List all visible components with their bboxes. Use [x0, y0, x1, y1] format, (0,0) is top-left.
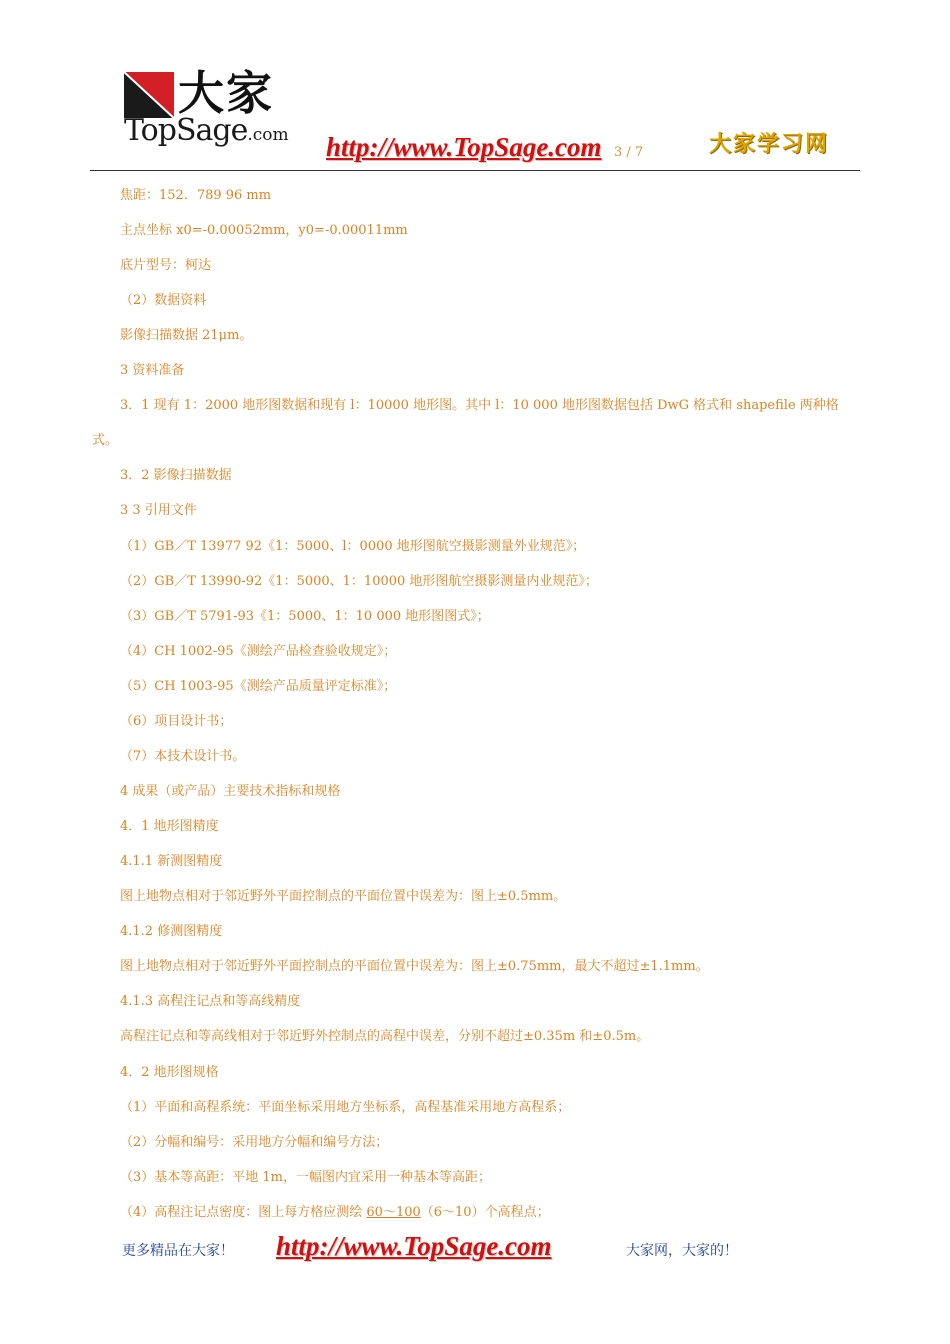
text-line: 底片型号：柯达 — [120, 258, 212, 273]
header-url-link[interactable]: http://www.TopSage.com — [326, 132, 602, 162]
logo-chinese-text: 大家 — [178, 66, 274, 120]
site-name: 大家学习网 — [709, 132, 830, 157]
list-item: （4）高程注记点密度：图上每方格应测绘 60～100（6～10）个高程点； — [120, 1205, 550, 1220]
section-heading: 4.1.3 高程注记点和等高线精度 — [120, 994, 301, 1009]
text-line: 图上地物点相对于邻近野外平面控制点的平面位置中误差为：图上±0.75mm，最大不超过±1.1mm。 — [120, 959, 709, 974]
text-line: 高程注记点和等高线相对于邻近野外控制点的高程中误差，分别不超过±0.35m 和±0.5m。 — [120, 1029, 650, 1044]
logo-english-text: TopSage.com — [124, 113, 289, 148]
text-line: 图上地物点相对于邻近野外平面控制点的平面位置中误差为：图上±0.5mm。 — [120, 889, 567, 904]
list-item: （4）CH 1002-95《测绘产品检查验收规定》； — [120, 644, 397, 659]
text-line: 影像扫描数据 21μm。 — [120, 328, 253, 343]
section-heading: 3．2 影像扫描数据 — [120, 468, 232, 483]
section-heading: 4 成果（或产品）主要技术指标和规格 — [120, 784, 341, 799]
list-item: （6）项目设计书； — [120, 714, 233, 729]
text-line: 焦距：152．789 96 mm — [120, 188, 272, 203]
text-line: 主点坐标 x0=-0.00052mm，y0=-0.00011mm — [120, 223, 408, 238]
text-line: 式。 — [92, 433, 119, 448]
list-item: （2）GB／T 13990-92《1：5000、1：10000 地形图航空摄影测量内业规范》； — [120, 574, 598, 589]
list-item: （2）分幅和编号：采用地方分幅和编号方法； — [120, 1135, 389, 1150]
section-heading: 3 3 引用文件 — [120, 503, 197, 518]
section-heading: 4.1.2 修测图精度 — [120, 924, 223, 939]
list-item: （7）本技术设计书。 — [120, 749, 246, 764]
list-item: （5）CH 1003-95《测绘产品质量评定标准》； — [120, 679, 397, 694]
section-heading: 4．1 地形图精度 — [120, 819, 219, 834]
list-item: （3）基本等高距：平地 1m，一幅图内宜采用一种基本等高距； — [120, 1170, 492, 1185]
footer-right-text: 大家网，大家的！ — [626, 1243, 738, 1259]
header-divider — [90, 170, 860, 171]
page-indicator: 3 / 7 — [614, 145, 644, 160]
section-heading: 4.1.1 新测图精度 — [120, 854, 223, 869]
list-item: （1）平面和高程系统：平面坐标采用地方坐标系，高程基准采用地方高程系； — [120, 1100, 571, 1115]
text-line: 3．1 现有 1：2000 地形图数据和现有 l：10000 地形图。其中 l：10 000 地形图数据包括 DwG 格式和 shapefile 两种格 — [120, 398, 839, 413]
section-heading: 4．2 地形图规格 — [120, 1065, 219, 1080]
footer-left-text: 更多精品在大家！ — [122, 1243, 234, 1259]
list-item: （3）GB／T 5791-93《1：5000、1：10 000 地形图图式》； — [120, 609, 490, 624]
section-heading: 3 资料准备 — [120, 363, 185, 378]
footer-url-link[interactable]: http://www.TopSage.com — [276, 1231, 552, 1261]
list-item: （1）GB／T 13977 92《1：5000、l：0000 地形图航空摄影测量外业规范》； — [120, 539, 586, 554]
text-line: （2）数据资料 — [120, 293, 207, 308]
underlined-range: 60～100 — [366, 1205, 421, 1220]
